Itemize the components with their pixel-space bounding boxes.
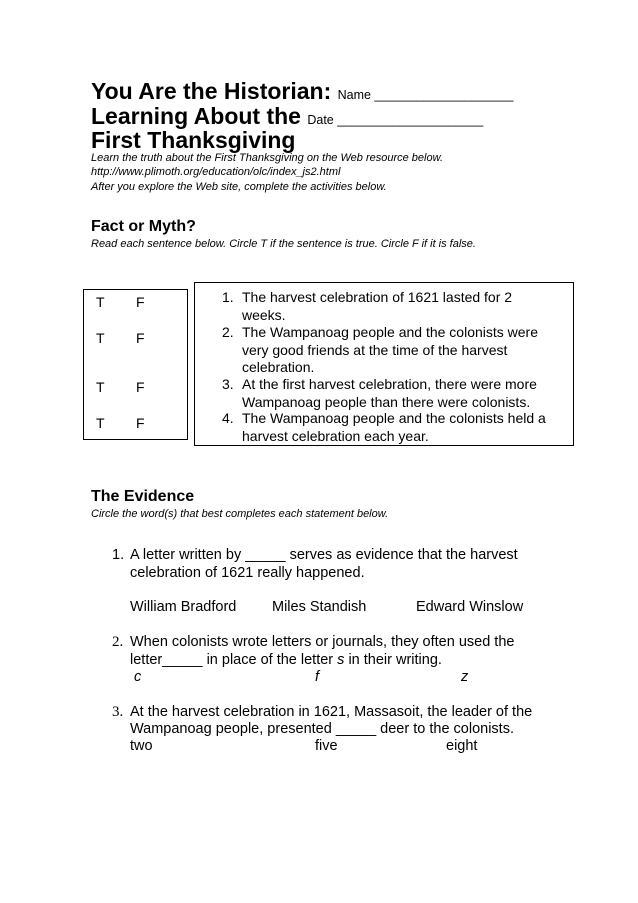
option-f-text: f <box>315 669 320 685</box>
statement-text: At the first harvest celebration, there were more Wampanoag people than there were colonists. <box>242 376 537 410</box>
title-text-1: You Are the Historian: <box>91 78 332 104</box>
question-2-line-2 <box>130 652 442 670</box>
option-c-text: c <box>134 669 142 685</box>
question-3-line-2: Wampanoag people, presented _____ deer to the colonists. <box>130 721 514 737</box>
page-title-line1 <box>91 80 514 103</box>
answer-option-edward-winslow[interactable]: Edward Winslow <box>416 599 524 615</box>
intro-text <box>91 151 443 194</box>
answer-option-miles-standish[interactable]: Miles Standish <box>272 599 367 615</box>
answer-option-william-bradford[interactable]: William Bradford <box>130 599 237 615</box>
option-z-text: z <box>461 669 469 685</box>
question-2-letter-s: s <box>337 652 345 668</box>
question-3-line-1: At the harvest celebration in 1621, Massasoit, the leader of the <box>130 704 533 720</box>
true-option-4[interactable]: T <box>96 415 105 431</box>
answer-option-two[interactable]: two <box>130 738 153 754</box>
fact-or-myth-heading: Fact or Myth? <box>91 218 196 235</box>
answer-option-f[interactable] <box>315 669 319 687</box>
intro-line-2: After you explore the Web site, complete the activities below. <box>91 180 387 193</box>
statements-box <box>194 282 574 446</box>
intro-line-1: Learn the truth about the First Thanksgiving on the Web resource below. <box>91 152 443 164</box>
false-option-4[interactable]: F <box>136 415 145 431</box>
true-option-1[interactable]: T <box>96 294 105 310</box>
question-1-line-1: A letter written by _____ serves as evidence that the harvest <box>130 547 518 563</box>
evidence-heading: The Evidence <box>91 488 195 505</box>
statement-number: 1. <box>222 289 234 305</box>
intro-url: http://www.plimoth.org/education/olc/index_js2.html <box>91 166 341 179</box>
statement-number: 3. <box>222 376 234 392</box>
statement-text: The Wampanoag people and the colonists held a harvest celebration each year. <box>242 410 546 444</box>
false-option-3[interactable]: F <box>136 379 145 395</box>
true-option-3[interactable]: T <box>96 379 105 395</box>
question-1-line-2: celebration of 1621 really happened. <box>130 565 365 581</box>
evidence-instructions: Circle the word(s) that best completes each statement below. <box>91 508 389 520</box>
answer-option-five[interactable]: five <box>315 738 338 754</box>
question-2-number: 2. <box>112 634 124 650</box>
question-1-number: 1. <box>112 547 125 563</box>
fact-or-myth-instructions: Read each sentence below. Circle T if the sentence is true. Circle F if it is false. <box>91 238 476 250</box>
question-2-text-a: letter_____ in place of the letter <box>130 652 338 668</box>
question-2-text-b: in their writing. <box>344 652 442 668</box>
answer-option-eight[interactable]: eight <box>446 738 478 754</box>
title-text-2: Learning About the <box>91 103 301 129</box>
statement-text: The harvest celebration of 1621 lasted for 2 weeks. <box>242 289 513 323</box>
true-option-2[interactable]: T <box>96 330 105 346</box>
answer-option-c[interactable] <box>134 669 141 687</box>
answer-option-z[interactable] <box>461 669 468 687</box>
false-option-1[interactable]: F <box>136 294 145 310</box>
question-2-line-1: When colonists wrote letters or journals, they often used the <box>130 634 515 650</box>
page-title-line3: First Thanksgiving <box>91 127 296 153</box>
name-field-label: Name ____________________ <box>337 88 514 102</box>
statement-number: 4. <box>222 410 234 426</box>
statement-text: The Wampanoag people and the colonists were very good friends at the time of the harvest celebration. <box>242 324 538 375</box>
false-option-2[interactable]: F <box>136 330 145 346</box>
date-field-label: Date _____________________ <box>307 113 484 127</box>
page-title-line2 <box>91 105 483 128</box>
statement-number: 2. <box>222 324 234 340</box>
true-false-box <box>83 289 188 440</box>
question-3-number: 3. <box>112 704 124 720</box>
